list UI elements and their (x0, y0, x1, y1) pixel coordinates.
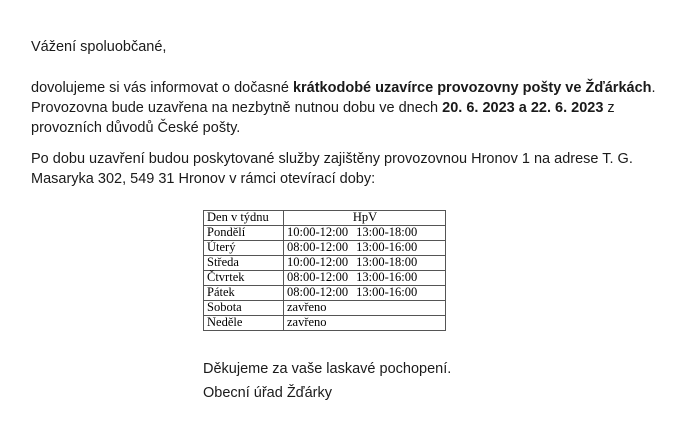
day-cell: Sobota (204, 301, 284, 316)
afternoon-hours: 13:00-18:00 (356, 255, 418, 269)
table-row (204, 226, 446, 241)
opening-hours-table (203, 210, 446, 331)
hours-cell (284, 256, 446, 271)
day-cell: Pátek (204, 286, 284, 301)
table-header-row (204, 211, 446, 226)
thanks-line: Děkujeme za vaše laskavé pochopení. (203, 361, 452, 377)
day-cell: Pondělí (204, 226, 284, 241)
table-row (204, 301, 446, 316)
alternative-office-info: Po dobu uzavření budou poskytované služby zajištěny provozovnou Hronov 1 na adrese T. G. Masaryka 302, 549 31 Hronov v rámci otevírací doby: (31, 151, 633, 187)
morning-hours: 08:00-12:00 (287, 285, 349, 299)
table-body (204, 226, 446, 331)
afternoon-hours: 13:00-16:00 (356, 270, 418, 284)
morning-hours: 08:00-12:00 (287, 240, 349, 254)
notice-dates-bold: 20. 6. 2023 a 22. 6. 2023 (442, 100, 604, 116)
morning-hours: zavřeno (287, 315, 327, 329)
notice-text-1: dovolujeme si vás informovat o dočasné (31, 80, 293, 96)
afternoon-hours: 13:00-16:00 (356, 285, 418, 299)
morning-hours: 08:00-12:00 (287, 270, 349, 284)
hours-cell (284, 286, 446, 301)
table-row (204, 316, 446, 331)
hours-cell (284, 241, 446, 256)
notice-text-3: z provozních důvodů České pošty. (31, 100, 615, 136)
hours-cell (284, 271, 446, 286)
day-cell: Čtvrtek (204, 271, 284, 286)
closure-notice (31, 78, 671, 138)
table-row (204, 256, 446, 271)
morning-hours: zavřeno (287, 300, 327, 314)
hours-cell (284, 301, 446, 316)
hours-cell (284, 226, 446, 241)
morning-hours: 10:00-12:00 (287, 255, 349, 269)
greeting: Vážení spoluobčané, (31, 39, 167, 55)
afternoon-hours: 13:00-16:00 (356, 240, 418, 254)
table-row (204, 286, 446, 301)
day-cell: Středa (204, 256, 284, 271)
hours-cell (284, 316, 446, 331)
header-hours: HpV (284, 211, 446, 226)
notice-text-2: . Provozovna bude uzavřena na nezbytně nutnou dobu ve dnech (31, 80, 656, 116)
day-cell: Neděle (204, 316, 284, 331)
table-row (204, 241, 446, 256)
day-cell: Úterý (204, 241, 284, 256)
signature: Obecní úřad Žďárky (203, 385, 332, 401)
morning-hours: 10:00-12:00 (287, 225, 349, 239)
afternoon-hours: 13:00-18:00 (356, 225, 418, 239)
header-day: Den v týdnu (204, 211, 284, 226)
table-row (204, 271, 446, 286)
notice-closure-bold: krátkodobé uzavírce provozovny pošty ve Žďárkách (292, 80, 652, 96)
